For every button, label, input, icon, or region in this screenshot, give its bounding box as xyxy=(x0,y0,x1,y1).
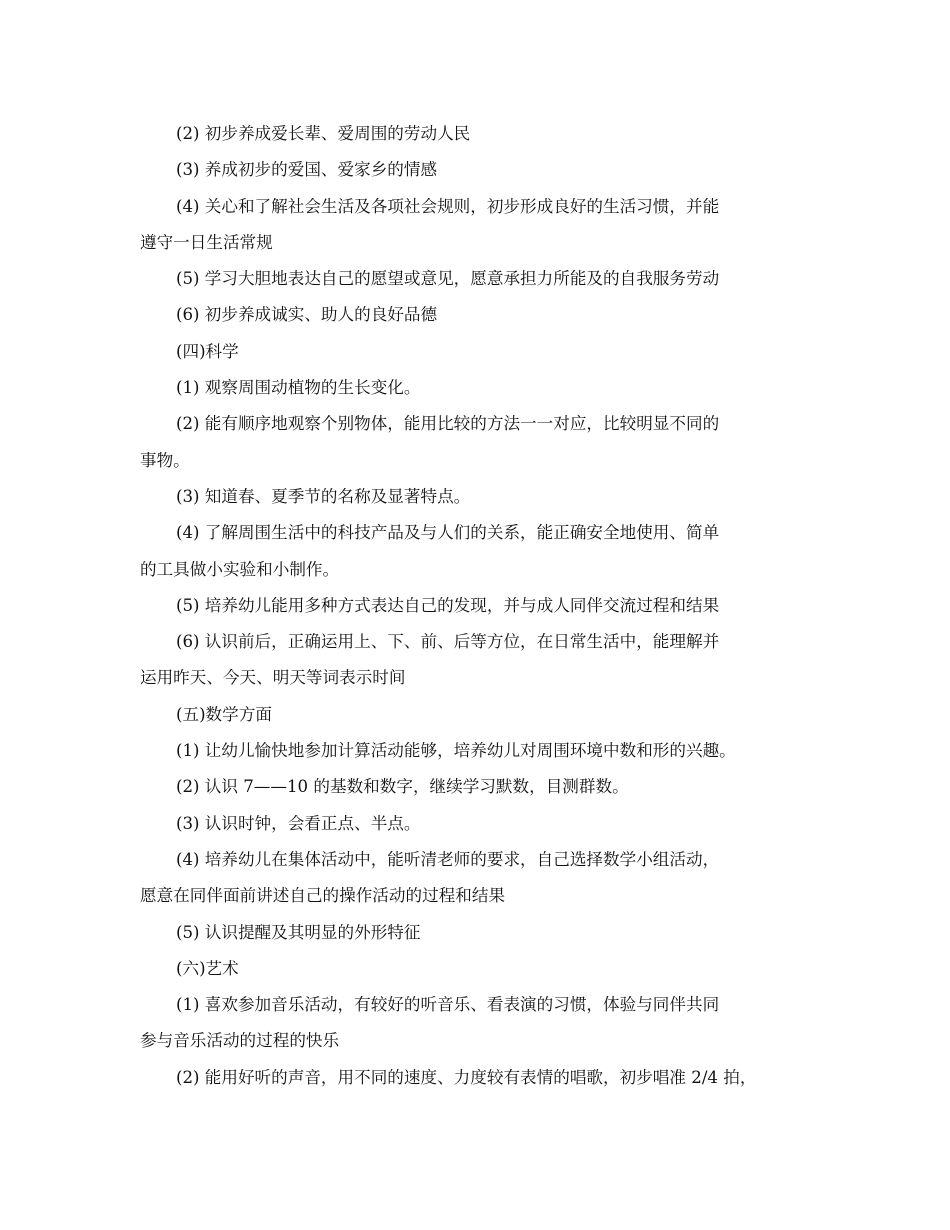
paragraph-continuation-line: 事物。 xyxy=(140,450,190,470)
paragraph-line: (1) 观察周围动植物的生长变化。 xyxy=(176,378,421,398)
paragraph-line: (1) 喜欢参加音乐活动，有较好的听音乐、看表演的习惯，体验与同伴共同 xyxy=(176,995,720,1015)
paragraph xyxy=(0,697,950,733)
paragraph-line: (4) 关心和了解社会生活及各项社会规则，初步形成良好的生活习惯，并能 xyxy=(176,196,720,216)
paragraph xyxy=(0,624,950,697)
paragraph-continuation-line: 愿意在同伴面前讲述自己的操作活动的过程和结果 xyxy=(140,886,506,906)
paragraph-line: (3) 知道春、夏季节的名称及显著特点。 xyxy=(176,486,471,506)
paragraph-line: (6) 初步养成诚实、助人的良好品德 xyxy=(176,305,438,325)
paragraph xyxy=(0,806,950,842)
paragraph-continuation-line: 运用昨天、今天、明天等词表示时间 xyxy=(140,668,406,688)
paragraph-line: (5) 认识提醒及其明显的外形特征 xyxy=(176,922,421,942)
paragraph-line: (3) 认识时钟，会看正点、半点。 xyxy=(176,813,421,833)
paragraph-line: (4) 了解周围生活中的科技产品及与人们的关系，能正确安全地使用、简单 xyxy=(176,523,720,543)
paragraph-line: (2) 认识 7——10 的基数和数字，继续学习默数，目测群数。 xyxy=(176,777,629,797)
paragraph xyxy=(0,842,950,915)
paragraph xyxy=(0,769,950,805)
paragraph-line: (5) 培养幼儿能用多种方式表达自己的发现，并与成人同伴交流过程和结果 xyxy=(176,595,720,615)
paragraph-line: (1) 让幼儿愉快地参加计算活动能够，培养幼儿对周围环境中数和形的兴趣。 xyxy=(176,741,736,761)
paragraph-line: (六)艺术 xyxy=(176,958,239,978)
document-body xyxy=(0,116,950,1096)
paragraph xyxy=(0,297,950,333)
paragraph xyxy=(0,189,950,262)
paragraph xyxy=(0,406,950,479)
paragraph xyxy=(0,588,950,624)
paragraph xyxy=(0,116,950,152)
paragraph xyxy=(0,515,950,588)
paragraph xyxy=(0,733,950,769)
paragraph-line: (四)科学 xyxy=(176,341,239,361)
paragraph-line: (五)数学方面 xyxy=(176,704,272,724)
paragraph-line: (4) 培养幼儿在集体活动中，能听清老师的要求，自己选择数学小组活动， xyxy=(176,849,720,869)
paragraph-continuation-line: 参与音乐活动的过程的快乐 xyxy=(140,1031,340,1051)
paragraph-line: (2) 能有顺序地观察个别物体，能用比较的方法一一对应，比较明显不同的 xyxy=(176,414,720,434)
paragraph-line: (3) 养成初步的爱国、爱家乡的情感 xyxy=(176,160,438,180)
paragraph xyxy=(0,951,950,987)
paragraph xyxy=(0,334,950,370)
paragraph-line: (2) 初步养成爱长辈、爱周围的劳动人民 xyxy=(176,124,471,143)
paragraph xyxy=(0,987,950,1060)
paragraph xyxy=(0,261,950,297)
paragraph-continuation-line: 遵守一日生活常规 xyxy=(140,232,273,252)
paragraph-line: (5) 学习大胆地表达自己的愿望或意见，愿意承担力所能及的自我服务劳动 xyxy=(176,269,720,289)
paragraph-line: (2) 能用好听的声音，用不同的速度、力度较有表情的唱歌，初步唱准 2/4 拍， xyxy=(176,1067,757,1087)
paragraph xyxy=(0,479,950,515)
paragraph xyxy=(0,1060,950,1096)
paragraph-line: (6) 认识前后，正确运用上、下、前、后等方位，在日常生活中，能理解并 xyxy=(176,632,720,652)
paragraph-continuation-line: 的工具做小实验和小制作。 xyxy=(140,559,340,579)
paragraph xyxy=(0,915,950,951)
paragraph xyxy=(0,152,950,188)
paragraph xyxy=(0,370,950,406)
